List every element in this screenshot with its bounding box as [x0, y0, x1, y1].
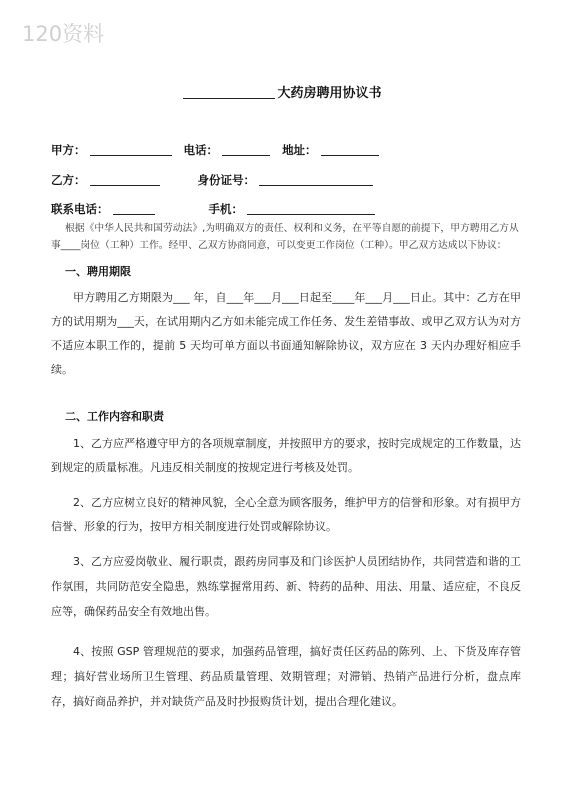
party-b-label: 乙方： — [51, 173, 86, 187]
section2-item-4: 4、按照 GSP 管理规范的要求，加强药品管理，搞好责任区药品的陈列、上、下货及库存管理；搞好营业场所卫生管理、药品质量管理、效期管理；对滞销、热销产品进行分析，盘点库存，搞好商品养护，并对缺货产品及时抄报购货计划，提出合理化建议。 — [51, 645, 521, 708]
document-title — [0, 82, 565, 101]
row-party-a — [51, 142, 379, 158]
id-label: 身份证号： — [197, 173, 256, 187]
party-b-blank — [90, 174, 160, 186]
title-blank-line — [183, 86, 275, 99]
section1-text: 甲方聘用乙方期限为___ 年，自___年___月___日起至____年___月___日止。其中：乙方在甲方的试用期为___天，在试用期内乙方如未能完成工作任务、发生差错事故、或甲乙双方认为对方不适应本职工作的，提前 5 天均可单方面以书面通知解除协议，双方应在 3 天内办理好相应手续。 — [51, 291, 521, 376]
intro-paragraph: 根据《中华人民共和国劳动法》,为明确双方的责任、权利和义务，在平等自愿的前提下，甲方聘用乙方从事____岗位（工种）工作。经甲、乙双方协商同意，可以变更工作岗位（工种）。甲乙双方达成以下协议： — [51, 223, 519, 251]
phone-label: 电话： — [183, 143, 219, 157]
mobile-blank — [247, 203, 375, 215]
address-label: 地址： — [282, 143, 317, 157]
section1-heading: 一、聘用期限 — [65, 265, 131, 278]
title-text: 大药房聘用协议书 — [277, 86, 382, 101]
section2-item-1: 1、乙方应严格遵守甲方的各项规章制度，并按照甲方的要求，按时完成规定的工作数量，达到规定的质量标准。凡违反相关制度的按规定进行考核及处罚。 — [51, 437, 521, 474]
contact-phone-blank — [113, 203, 155, 215]
party-a-label: 甲方： — [51, 143, 86, 157]
mobile-label: 手机： — [208, 202, 244, 216]
row-contact — [51, 201, 375, 217]
section2-item-3: 3、乙方应爱岗敬业、履行职责，跟药房同事及和门诊医护人员团结协作，共同营造和谐的工作氛围，共同防范安全隐患，熟练掌握常用药、新、特药的品种、用法、用量、适应症，不良反应等，确保药品安全有效地出售。 — [51, 555, 521, 618]
watermark: 120资料 — [22, 22, 105, 46]
section2-item-2: 2、乙方应树立良好的精神风貌，全心全意为顾客服务，维护甲方的信誉和形象。对有损甲方信誉、形象的行为，按甲方相关制度进行处罚或解除协议。 — [51, 496, 521, 533]
section2-heading: 二、工作内容和职责 — [65, 410, 164, 423]
id-blank — [259, 174, 373, 186]
contact-phone-label: 联系电话： — [51, 202, 109, 216]
phone-blank — [222, 144, 270, 156]
row-party-b — [51, 172, 373, 188]
party-a-blank — [90, 144, 172, 156]
address-blank — [321, 144, 379, 156]
